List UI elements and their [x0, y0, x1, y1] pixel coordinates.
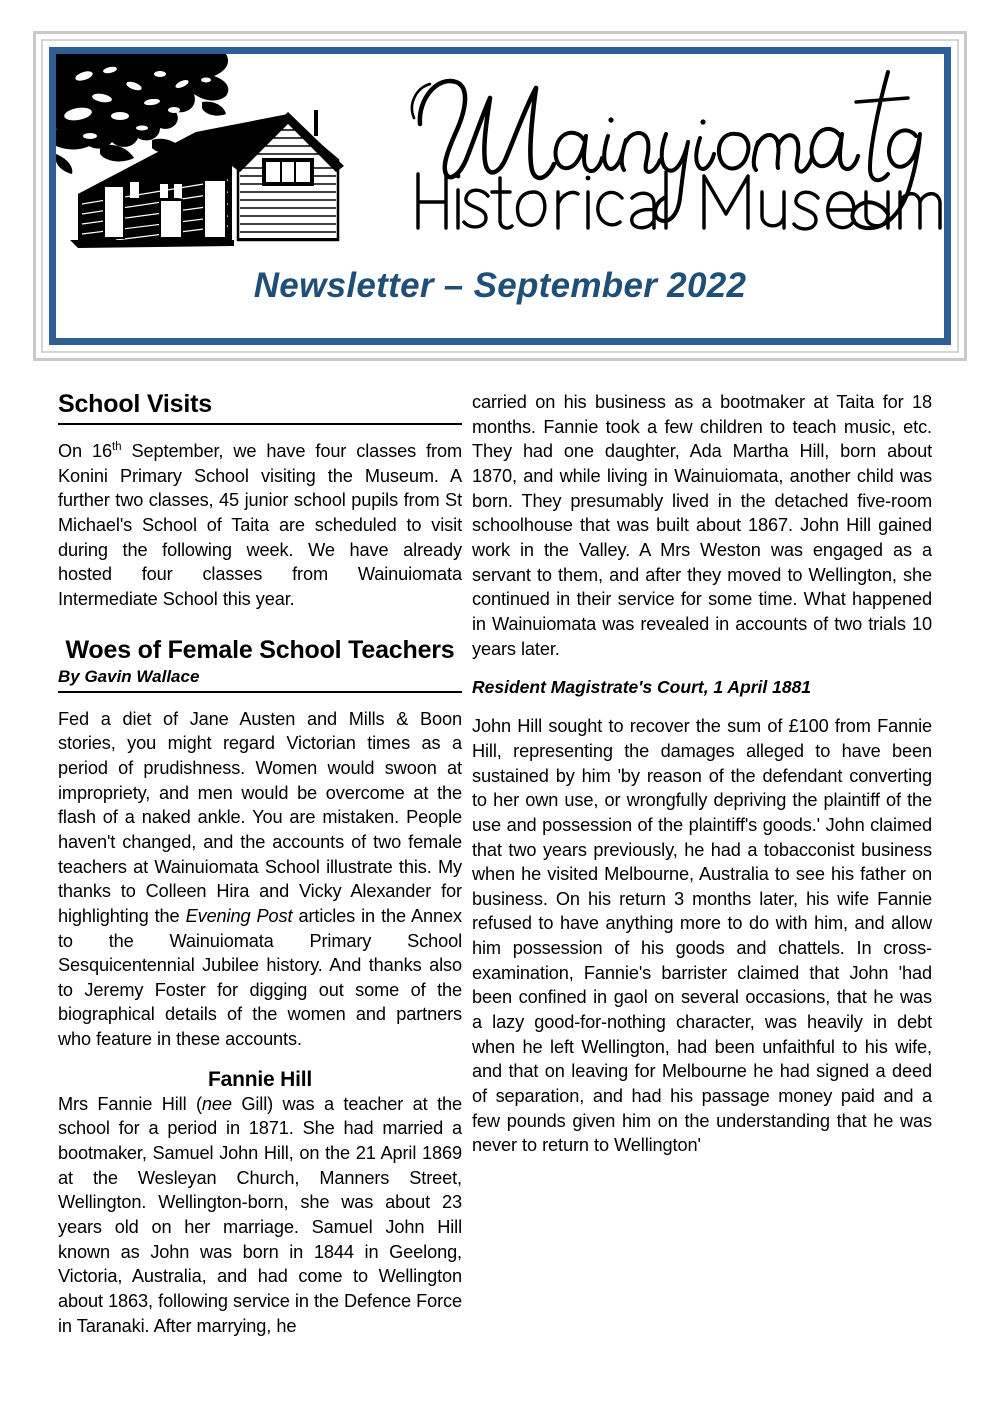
woes-text-b: articles in the Annex to the Wainuiomata Primary School Sesquicentennial Jubilee history. And thanks also to Jeremy Foster for digging out some of the biographical details of the women and partners who feature in these accounts. [58, 905, 462, 1050]
evening-post-italic: Evening Post [185, 905, 293, 926]
spacer [58, 612, 462, 634]
masthead-frame-middle [41, 39, 959, 353]
newsletter-title: Newsletter – September 2022 [253, 266, 747, 305]
masthead-frame-outer [33, 31, 967, 361]
woes-heading: Woes of Female School Teachers [65, 635, 455, 664]
spacer [58, 1052, 462, 1068]
school-visits-text-pre: On 16 [58, 441, 113, 461]
fannie-hill-heading: Fannie Hill [208, 1067, 312, 1091]
woes-paragraph [58, 707, 462, 1052]
continuation-paragraph: carried on his business as a bootmaker at Taita for 18 months. Fannie took a few children to teach music, etc. They had one daughter, Ada Martha Hill, born about 1870, and while living in Wainuiomata, another child was born. They presumably lived in the detached five-room schoolhouse that was built about 1867. John Hill gained work in the Valley. A Mrs Weston was engaged as a servant to them, and after they moved to Wellington, she continued in their service for some time. What happened in Wainuiomata was revealed in accounts of two trials 10 years later. [472, 392, 932, 659]
right-column [472, 390, 1000, 1338]
ordinal-suffix: th [112, 439, 122, 453]
woes-text-a: Fed a diet of Jane Austen and Mills & Boon stories, you might regard Victorian times as a period of prudishness. Women would swoon at impropriety, and men would be overcome at the flash of a naked ankle. You are mistaken. People haven't changed, and the accounts of two female teachers at Wainuiomata School illustrate this. My thanks to Colleen Hira and Vicky Alexander for highlighting the [58, 708, 462, 926]
court-heading: Resident Magistrate's Court, 1 April 1881 [472, 677, 812, 698]
woes-rule [58, 691, 462, 693]
school-visits-text-post: September, we have four classes from Konini Primary School visiting the Museum. A further two classes, 45 junior school pupils from St Michael's School of Taita are scheduled to visit during the following week. We have already hosted four classes from Wainuiomata Intermediate School this year. [58, 441, 462, 609]
school-visits-paragraph [58, 439, 462, 612]
nee-italic: nee [201, 1093, 232, 1114]
fannie-hill-paragraph [58, 1092, 462, 1339]
woes-byline: By Gavin Wallace [58, 666, 200, 686]
museum-logo [408, 62, 944, 242]
left-column [0, 390, 472, 1338]
court-paragraph: John Hill sought to recover the sum of £100 from Fannie Hill, representing the damages alleged to have been sustained by him 'by reason of the defendant converting to her own use, or wrongfully depriving the plaintiff of the use and possession of the plaintiff's goods.' John claimed that two years previously, he had a tobacconist business when he visited Melbourne, Australia to see his father on business. On his return 3 months later, his wife Fannie refused to have anything more to do with him, and allow him possession of his goods and chattels. In cross-examination, Fannie's barrister claimed that John 'had been confined in gaol on several occasions, that he was a lazy good-for-nothing character, was heavily in debt when he left Wellington, had been unfaithful to his wife, and that on leaving for Melbourne he had signed a deed of separation, and had his passage money paid and a few pounds given him on the understanding that he was never to return to Wellington' [472, 716, 932, 1156]
school-visits-rule [58, 423, 462, 425]
masthead-frame-blue [49, 47, 951, 345]
fannie-hill-text-b: Gill) was a teacher at the school for a period in 1871. She had married a bootmaker, Samuel John Hill, on the 21 April 1869 at the Wesleyan Church, Manners Street, Wellington. Wellington-born, she was about 23 years old on her marriage. Samuel John Hill known as John was born in 1844 in Geelong, Victoria, Australia, and had come to Wellington about 1863, following service in the Defence Force in Taranaki. After marrying, he [58, 1093, 462, 1336]
spacer [472, 698, 932, 714]
newsletter-body [0, 390, 1000, 1338]
spacer [472, 661, 932, 677]
school-visits-heading: School Visits [58, 390, 212, 418]
historic-schoolhouse-illustration [56, 54, 376, 264]
fannie-hill-text-a: Mrs Fannie Hill ( [58, 1093, 202, 1114]
masthead-inner [56, 54, 944, 338]
